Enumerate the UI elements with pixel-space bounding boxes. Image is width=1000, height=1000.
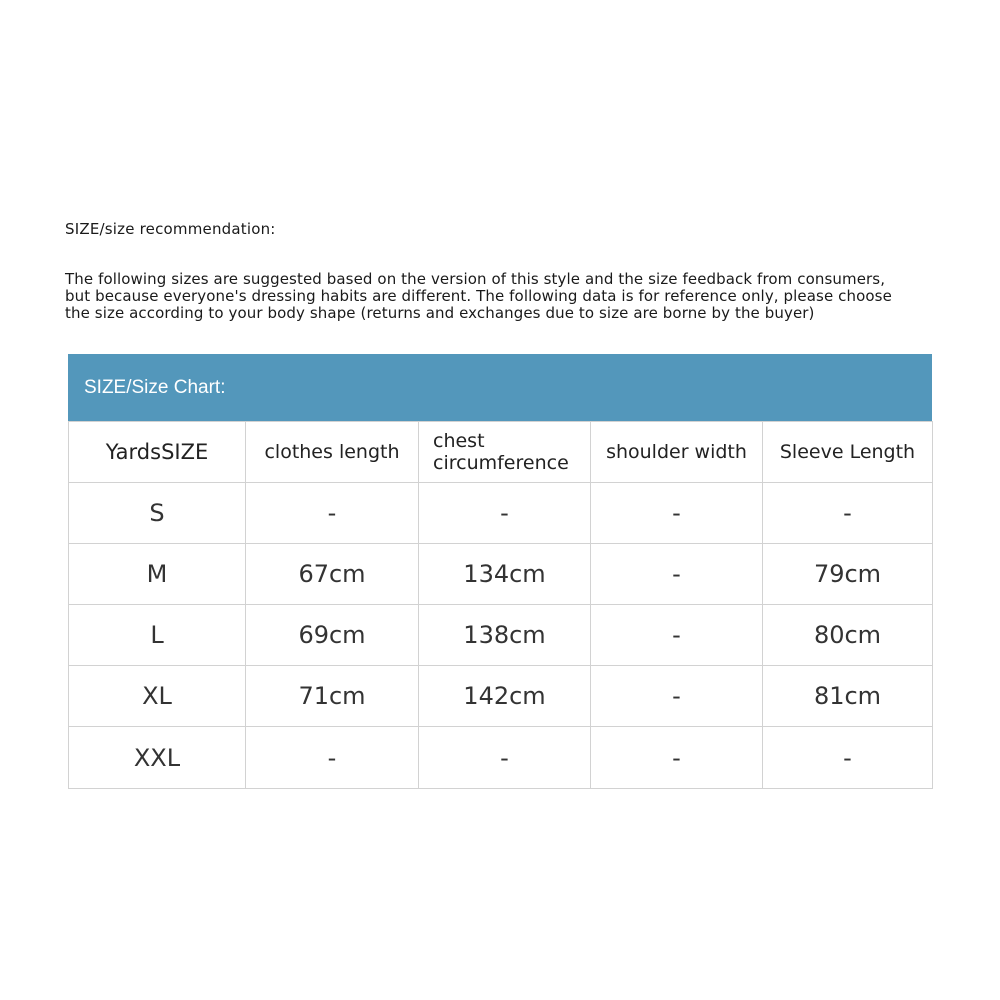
intro-line: the size according to your body shape (returns and exchanges due to size are borne by the buyer) [65, 304, 815, 322]
column-header-chest-circumference: chest circumference [419, 422, 591, 483]
table-cell: 142cm [419, 666, 591, 727]
table-cell: - [763, 483, 933, 544]
intro-line: The following sizes are suggested based on the version of this style and the size feedback from consumers, [65, 270, 886, 288]
size-chart-title: SIZE/Size Chart: [68, 354, 932, 421]
column-header-size: YardsSIZE [69, 422, 246, 483]
size-cell: L [69, 605, 246, 666]
table-row [69, 666, 933, 727]
size-cell: M [69, 544, 246, 605]
table-cell: 81cm [763, 666, 933, 727]
table-cell: - [591, 483, 763, 544]
table-row [69, 483, 933, 544]
page-heading: SIZE/size recommendation: [65, 220, 276, 238]
table-cell: - [591, 666, 763, 727]
table-cell: - [246, 483, 419, 544]
intro-paragraph [65, 271, 945, 322]
size-chart-table [68, 421, 933, 789]
table-cell: 71cm [246, 666, 419, 727]
table-cell: - [246, 727, 419, 789]
column-header-shoulder-width: shoulder width [591, 422, 763, 483]
table-row [69, 727, 933, 789]
size-cell: XXL [69, 727, 246, 789]
size-cell: XL [69, 666, 246, 727]
column-header-clothes-length: clothes length [246, 422, 419, 483]
intro-line: but because everyone's dressing habits are different. The following data is for reference only, please choose [65, 287, 892, 305]
table-cell: 138cm [419, 605, 591, 666]
table-row [69, 544, 933, 605]
table-cell: 79cm [763, 544, 933, 605]
table-cell: - [591, 727, 763, 789]
table-row [69, 605, 933, 666]
table-cell: 69cm [246, 605, 419, 666]
table-cell: 67cm [246, 544, 419, 605]
table-cell: 134cm [419, 544, 591, 605]
table-cell: 80cm [763, 605, 933, 666]
size-cell: S [69, 483, 246, 544]
table-cell: - [419, 483, 591, 544]
table-cell: - [591, 544, 763, 605]
table-cell: - [763, 727, 933, 789]
column-header-sleeve-length: Sleeve Length [763, 422, 933, 483]
table-cell: - [591, 605, 763, 666]
table-header-row [69, 422, 933, 483]
table-cell: - [419, 727, 591, 789]
